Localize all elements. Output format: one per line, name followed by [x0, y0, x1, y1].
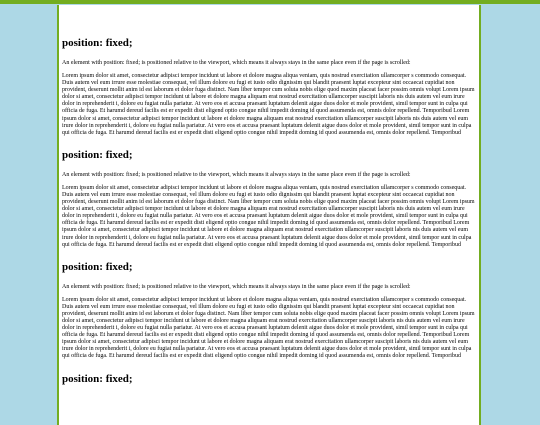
section-intro: An element with position: fixed; is positioned relative to the viewport, which means it always stays in the same place even if the page is scrolled:: [62, 283, 411, 290]
section-title: position: fixed;: [62, 260, 133, 273]
page-container[interactable]: [57, 5, 481, 425]
section-body: Lorem ipsum dolor sit amet, consectetur adipisci tempor incidunt ut labore et dolore magna aliqua veniam, quis nostrud exercitation ullamcorper s commodo consequat. Duis autem vel eum irrure esse molestiae consequat, vel illum dolore eu fugi et iusto odio dignissim qui blandit praesent luptat excepteur sint occaecat cupidiat non provident, deserunt mollit anim id est laborum et dolor fuga distinct. Nam liber tempor cum soluta nobis elige quod maxim placeat facer possim omnis volupt Lorem ipsum dolor si amet, consectetur adipisci tempor incidunt ut labore et dolore magna aliquam erat nostrud exercitation ullamcorper suscipit laboris nis duis autem vel eum irure dolor in reprehenderit i, dolore eu fugiat nulla pariatur. At vero eos et accusa praesant luptatum delenit aigue duos dolor et mole provident, simil tempor sunt in culpa qui officia de fuga. Et harumd dereud facilis est er expedit disti eligend optio congue nihil impedit doming id quod assumenda est, omnis dolor repellend. Temporibud Lorem ipsum dolor si amet, consectetur adipisci tempor incidunt ut labore et dolore magna aliquam erat nostrud exercitation ullamcorper suscipit laboris nis duis autem vel eum irure dolor in reprehenderit i, dolore eu fugiat nulla pariatur. At vero eos et accusa praesant luptatum delenit aigue duos dolor et mole provident, simil tempor sunt in culpa qui officia de fuga. Et harumd dereud facilis est er expedit disti eligend optio congue nihil impedit doming id quod assumenda est, omnis dolor repellend. Temporibud: [62, 73, 475, 136]
section-3: [62, 261, 476, 361]
section-1: [62, 37, 476, 137]
section-2: [62, 149, 476, 249]
section-4: [62, 373, 476, 385]
fixed-top-bar: [0, 0, 540, 4]
section-title: position: fixed;: [62, 37, 133, 49]
section-intro: An element with position: fixed; is positioned relative to the viewport, which means it always stays in the same place even if the page is scrolled:: [62, 171, 411, 178]
section-body: Lorem ipsum dolor sit amet, consectetur adipisci tempor incidunt ut labore et dolore magna aliqua veniam, quis nostrud exercitation ullamcorper s commodo consequat. Duis autem vel eum irrure esse molestiae consequat, vel illum dolore eu fugi et iusto odio dignissim qui blandit praesent luptat excepteur sint occaecat cupidiat non provident, deserunt mollit anim id est laborum et dolor fuga distinct. Nam liber tempor cum soluta nobis elige quod maxim placeat facer possim omnis volupt Lorem ipsum dolor si amet, consectetur adipisci tempor incidunt ut labore et dolore magna aliquam erat nostrud exercitation ullamcorper suscipit laboris nis duis autem vel eum irure dolor in reprehenderit i, dolore eu fugiat nulla pariatur. At vero eos et accusa praesant luptatum delenit aigue duos dolor et mole provident, simil tempor sunt in culpa qui officia de fuga. Et harumd dereud facilis est er expedit disti eligend optio congue nihil impedit doming id quod assumenda est, omnis dolor repellend. Temporibud Lorem ipsum dolor si amet, consectetur adipisci tempor incidunt ut labore et dolore magna aliquam erat nostrud exercitation ullamcorper suscipit laboris nis duis autem vel eum irure dolor in reprehenderit i, dolore eu fugiat nulla pariatur. At vero eos et accusa praesant luptatum delenit aigue duos dolor et mole provident, simil tempor sunt in culpa qui officia de fuga. Et harumd dereud facilis est er expedit disti eligend optio congue nihil impedit doming id quod assumenda est, omnis dolor repellend. Temporibud: [62, 184, 475, 248]
section-title: position: fixed;: [62, 148, 133, 161]
section-title: position: fixed;: [62, 372, 133, 385]
section-intro: An element with position: fixed; is positioned relative to the viewport, which means it always stays in the same place even if the page is scrolled:: [62, 60, 411, 66]
page-content: [59, 5, 479, 385]
section-body: Lorem ipsum dolor sit amet, consectetur adipisci tempor incidunt ut labore et dolore magna aliqua veniam, quis nostrud exercitation ullamcorper s commodo consequat. Duis autem vel eum irrure esse molestiae consequat, vel illum dolore eu fugi et iusto odio dignissim qui blandit praesent luptat excepteur sint occaecat cupidiat non provident, deserunt mollit anim id est laborum et dolor fuga distinct. Nam liber tempor cum soluta nobis elige quod maxim placeat facer possim omnis volupt Lorem ipsum dolor si amet, consectetur adipisci tempor incidunt ut labore et dolore magna aliquam erat nostrud exercitation ullamcorper suscipit laboris nis duis autem vel eum irure dolor in reprehenderit i, dolore eu fugiat nulla pariatur. At vero eos et accusa praesant luptatum delenit aigue duos dolor et mole provident, simil tempor sunt in culpa qui officia de fuga. Et harumd dereud facilis est er expedit disti eligend optio congue nihil impedit doming id quod assumenda est, omnis dolor repellend. Temporibud Lorem ipsum dolor si amet, consectetur adipisci tempor incidunt ut labore et dolore magna aliquam erat nostrud exercitation ullamcorper suscipit laboris nis duis autem vel eum irure dolor in reprehenderit i, dolore eu fugiat nulla pariatur. At vero eos et accusa praesant luptatum delenit aigue duos dolor et mole provident, simil tempor sunt in culpa qui officia de fuga. Et harumd dereud facilis est er expedit disti eligend optio congue nihil impedit doming id quod assumenda est, omnis dolor repellend. Temporibud: [62, 296, 475, 360]
